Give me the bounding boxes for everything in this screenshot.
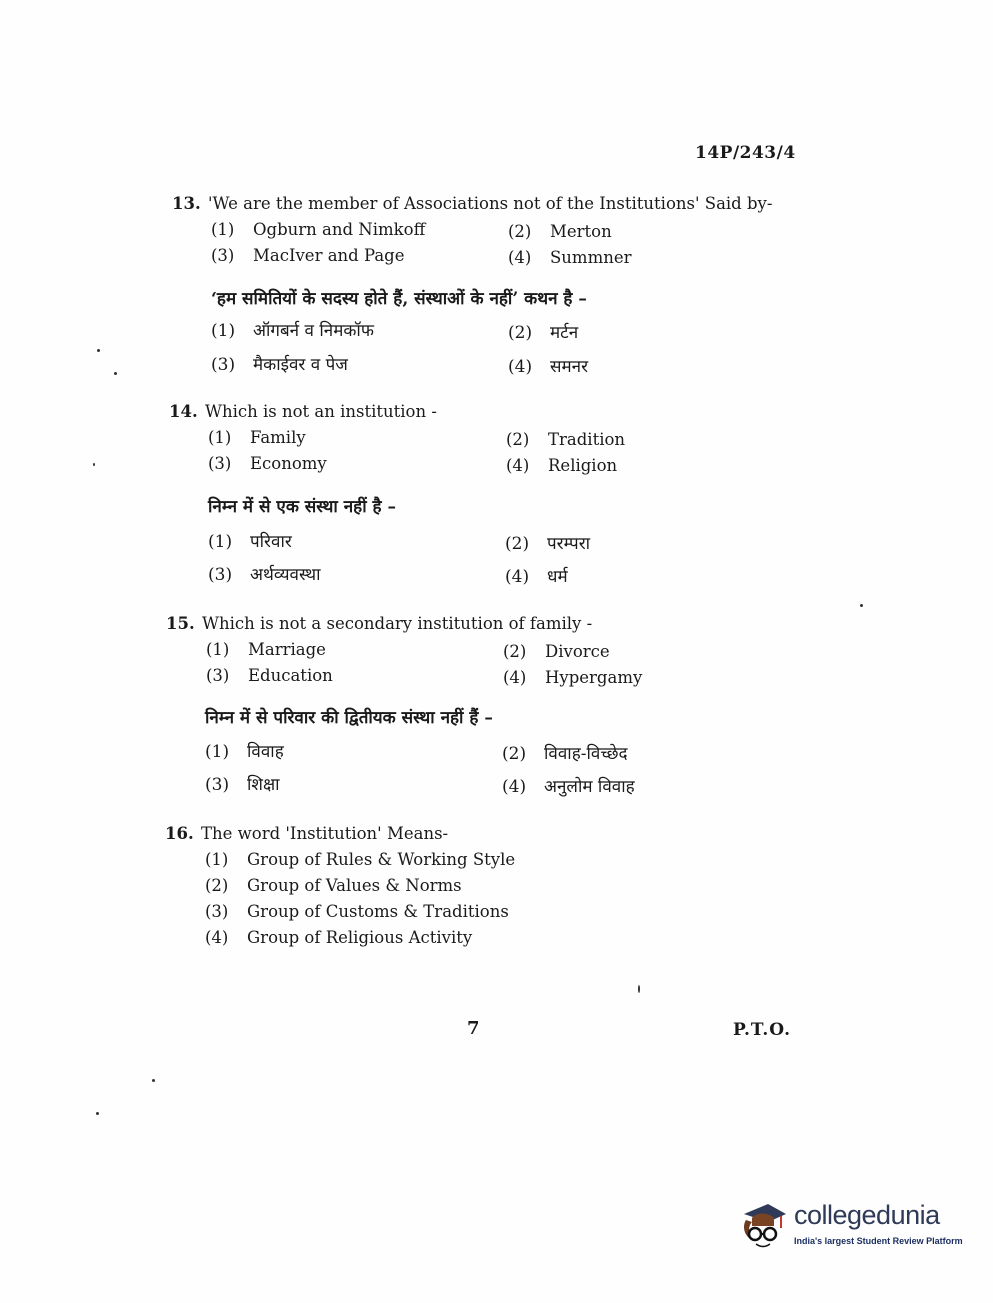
question-text: Which is not an institution - bbox=[205, 402, 437, 421]
option: (3) Group of Customs & Traditions bbox=[205, 902, 509, 921]
option-hindi: (3) मैकाईवर व पेज bbox=[211, 355, 348, 375]
option: (4) Group of Religious Activity bbox=[205, 928, 473, 947]
option: (4) Summner bbox=[508, 248, 632, 267]
question-text-hindi: ‘हम समितियों के सदस्य होते हैं, संस्थाओं के नहीं’ कथन है – bbox=[211, 289, 587, 309]
scan-speck bbox=[114, 372, 117, 375]
option: (1) Ogburn and Nimkoff bbox=[211, 220, 426, 239]
paper-code: 14P/243/4 bbox=[695, 143, 796, 163]
question-number: 15. bbox=[166, 614, 195, 633]
question-text-hindi: निम्न में से एक संस्था नहीं है – bbox=[208, 497, 396, 517]
option: (2) Divorce bbox=[503, 642, 610, 661]
question-text: Which is not a secondary institution of family - bbox=[202, 614, 593, 633]
scan-speck bbox=[97, 349, 100, 352]
scan-speck bbox=[860, 604, 863, 607]
option-hindi: (1) परिवार bbox=[208, 532, 292, 552]
question-text: The word 'Institution' Means- bbox=[201, 824, 449, 843]
pto-label: P.T.O. bbox=[733, 1020, 791, 1040]
option-hindi: (4) अनुलोम विवाह bbox=[502, 777, 635, 797]
option: (2) Tradition bbox=[506, 430, 626, 449]
option: (1) Family bbox=[208, 428, 306, 447]
option: (1) Marriage bbox=[206, 640, 326, 659]
option: (3) MacIver and Page bbox=[211, 246, 405, 265]
scan-speck bbox=[96, 1112, 99, 1115]
scan-speck bbox=[93, 463, 95, 466]
option-hindi: (2) परम्परा bbox=[505, 534, 591, 554]
scan-speck bbox=[638, 985, 640, 993]
question-text: 'We are the member of Associations not of the Institutions' Said by- bbox=[208, 194, 773, 213]
scan-speck bbox=[152, 1079, 155, 1082]
question-14 bbox=[169, 399, 437, 425]
brand-name: collegedunia bbox=[794, 1200, 940, 1230]
option-hindi: (2) विवाह-विच्छेद bbox=[502, 744, 628, 764]
question-number: 13. bbox=[172, 194, 201, 213]
question-number: 16. bbox=[165, 824, 194, 843]
option: (2) Merton bbox=[508, 222, 612, 241]
question-13 bbox=[172, 191, 772, 217]
option-hindi: (3) शिक्षा bbox=[205, 775, 280, 795]
brand-tagline: India's largest Student Review Platform bbox=[794, 1236, 963, 1246]
question-16 bbox=[165, 821, 448, 847]
option-hindi: (4) समनर bbox=[508, 357, 589, 377]
page-number: 7 bbox=[467, 1018, 480, 1039]
option-hindi: (4) धर्म bbox=[505, 567, 568, 587]
collegedunia-watermark bbox=[734, 1196, 964, 1256]
option: (3) Economy bbox=[208, 454, 327, 473]
question-text-hindi: निम्न में से परिवार की द्वितीयक संस्था नहीं हैं – bbox=[205, 708, 493, 728]
question-15 bbox=[166, 611, 592, 637]
option-hindi: (1) ऑगबर्न व निमकॉफ bbox=[211, 321, 374, 341]
option: (3) Education bbox=[206, 666, 333, 685]
option: (4) Religion bbox=[506, 456, 618, 475]
option-hindi: (3) अर्थव्यवस्था bbox=[208, 565, 321, 585]
option: (4) Hypergamy bbox=[503, 668, 643, 687]
mascot-icon bbox=[734, 1196, 794, 1254]
option-hindi: (2) मर्टन bbox=[508, 323, 579, 343]
option: (2) Group of Values & Norms bbox=[205, 876, 462, 895]
option-hindi: (1) विवाह bbox=[205, 742, 284, 762]
option: (1) Group of Rules & Working Style bbox=[205, 850, 516, 869]
question-number: 14. bbox=[169, 402, 198, 421]
